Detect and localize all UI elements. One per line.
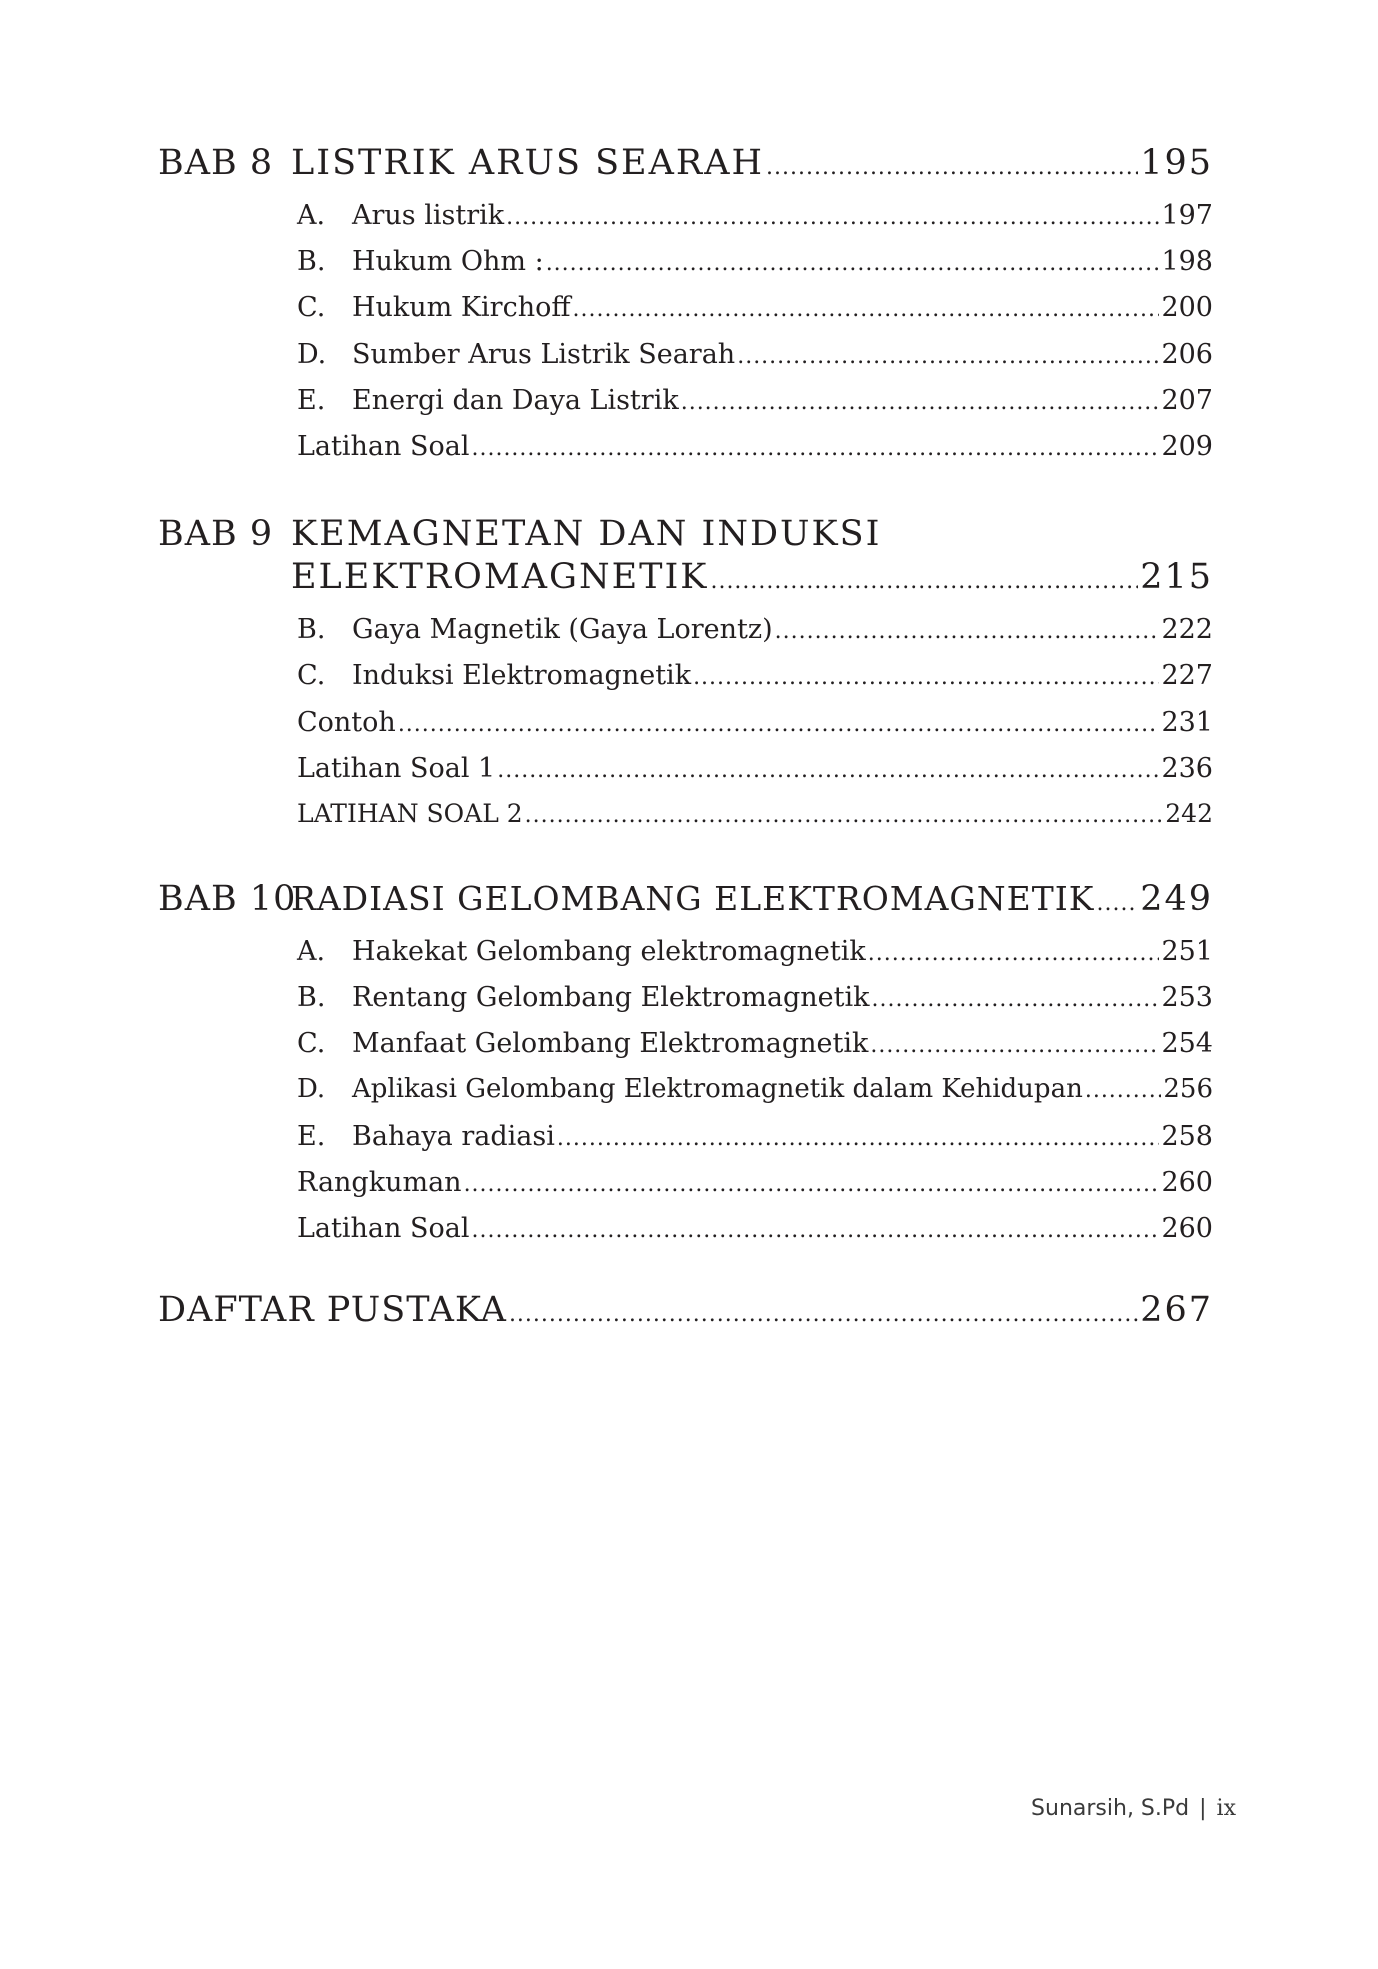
leader-dots bbox=[557, 1126, 1160, 1151]
entry-title: Manfaat Gelombang Elektromagnetik bbox=[352, 1028, 869, 1059]
chapter-8-page: 195 bbox=[1140, 143, 1213, 183]
entry-page: 222 bbox=[1161, 614, 1213, 645]
entry-title: Hukum Kirchoff bbox=[352, 292, 571, 323]
chapter-9-heading[interactable] bbox=[291, 557, 1213, 597]
leader-dots bbox=[497, 758, 1159, 783]
entry-page: 207 bbox=[1161, 385, 1213, 416]
toc-entry[interactable] bbox=[297, 707, 1213, 738]
entry-title: Aplikasi Gelombang Elektromagnetik dalam Kehidupan bbox=[352, 1074, 1083, 1104]
toc-entry[interactable] bbox=[297, 431, 1213, 462]
entry-title: Contoh bbox=[297, 707, 396, 738]
entry-page: 227 bbox=[1161, 660, 1213, 691]
chapter-9-title: ELEKTROMAGNETIK bbox=[291, 557, 709, 597]
chapter-8-number: BAB 8 bbox=[158, 143, 274, 183]
leader-dots bbox=[775, 619, 1160, 644]
entry-page: 253 bbox=[1161, 982, 1213, 1013]
entry-title: Hukum Ohm : bbox=[352, 246, 544, 277]
footer-author: Sunarsih, S.Pd bbox=[1031, 1796, 1190, 1821]
leader-dots bbox=[398, 712, 1160, 737]
entry-title: Gaya Magnetik (Gaya Lorentz) bbox=[352, 614, 773, 645]
entry-letter: D. bbox=[297, 1074, 326, 1104]
entry-title: Latihan Soal bbox=[297, 1213, 470, 1244]
entry-letter: B. bbox=[297, 614, 326, 645]
leader-dots bbox=[525, 803, 1164, 828]
leader-dots bbox=[573, 297, 1160, 322]
leader-dots bbox=[710, 569, 1138, 594]
entry-letter: E. bbox=[297, 385, 326, 416]
leader-dots bbox=[1096, 891, 1138, 916]
leader-dots bbox=[1085, 1078, 1162, 1103]
chapter-9-page: 215 bbox=[1140, 557, 1213, 597]
entry-letter: D. bbox=[297, 339, 327, 370]
toc-entry[interactable] bbox=[297, 614, 1213, 645]
leader-dots bbox=[471, 1218, 1159, 1243]
leader-dots bbox=[766, 155, 1138, 180]
chapter-8-title: LISTRIK ARUS SEARAH bbox=[291, 143, 765, 183]
chapter-10-heading[interactable] bbox=[158, 879, 1213, 919]
entry-page: 206 bbox=[1161, 339, 1213, 370]
entry-title: Latihan Soal 1 bbox=[297, 753, 496, 784]
entry-page: 231 bbox=[1161, 707, 1213, 738]
entry-title: Arus listrik bbox=[352, 200, 505, 231]
leader-dots bbox=[506, 205, 1159, 230]
toc-entry[interactable] bbox=[297, 936, 1213, 967]
chapter-9-title-line1[interactable]: KEMAGNETAN DAN INDUKSI bbox=[291, 514, 882, 554]
toc-entry[interactable] bbox=[297, 982, 1213, 1013]
entry-title: LATIHAN SOAL 2 bbox=[297, 799, 523, 828]
entry-page: 260 bbox=[1161, 1213, 1213, 1244]
toc-entry[interactable] bbox=[297, 292, 1213, 323]
toc-entry[interactable] bbox=[297, 660, 1213, 691]
entry-title: Induksi Elektromagnetik bbox=[352, 660, 692, 691]
entry-page: 236 bbox=[1161, 753, 1213, 784]
bibliography-page: 267 bbox=[1140, 1290, 1213, 1330]
leader-dots bbox=[871, 987, 1159, 1012]
entry-page: 256 bbox=[1163, 1074, 1213, 1104]
entry-letter: A. bbox=[297, 200, 326, 231]
entry-page: 209 bbox=[1161, 431, 1213, 462]
chapter-10-page: 249 bbox=[1140, 879, 1213, 919]
entry-title: Hakekat Gelombang elektromagnetik bbox=[352, 936, 866, 967]
leader-dots bbox=[681, 390, 1160, 415]
leader-dots bbox=[509, 1302, 1138, 1327]
leader-dots bbox=[546, 251, 1160, 276]
chapter-9-number: BAB 9 bbox=[158, 514, 274, 554]
entry-page: 242 bbox=[1165, 799, 1213, 828]
toc-entry[interactable] bbox=[297, 1028, 1213, 1059]
entry-title: Bahaya radiasi bbox=[352, 1121, 555, 1152]
entry-letter: C. bbox=[297, 1028, 326, 1059]
entry-page: 251 bbox=[1161, 936, 1213, 967]
chapter-8-heading[interactable] bbox=[158, 143, 1213, 183]
footer-page-number: ix bbox=[1216, 1796, 1236, 1821]
entry-letter: B. bbox=[297, 982, 326, 1013]
entry-page: 258 bbox=[1161, 1121, 1213, 1152]
entry-title: Energi dan Daya Listrik bbox=[352, 385, 679, 416]
leader-dots bbox=[868, 941, 1160, 966]
toc-entry[interactable] bbox=[297, 1167, 1213, 1198]
entry-title: Sumber Arus Listrik Searah bbox=[352, 339, 736, 370]
entry-page: 254 bbox=[1161, 1028, 1213, 1059]
toc-entry[interactable] bbox=[297, 200, 1213, 231]
leader-dots bbox=[693, 665, 1159, 690]
chapter-10-number: BAB 10 bbox=[158, 879, 297, 919]
entry-letter: C. bbox=[297, 292, 326, 323]
leader-dots bbox=[870, 1033, 1159, 1058]
leader-dots bbox=[464, 1172, 1160, 1197]
leader-dots bbox=[737, 344, 1159, 369]
toc-entry[interactable] bbox=[297, 753, 1213, 784]
entry-letter: C. bbox=[297, 660, 326, 691]
chapter-10-title: RADIASI GELOMBANG ELEKTROMAGNETIK bbox=[291, 879, 1095, 918]
entry-title: Latihan Soal bbox=[297, 431, 470, 462]
entry-letter: E. bbox=[297, 1121, 326, 1152]
toc-entry[interactable] bbox=[297, 1213, 1213, 1244]
bibliography-title: DAFTAR PUSTAKA bbox=[158, 1290, 507, 1330]
entry-letter: A. bbox=[297, 936, 326, 967]
toc-entry[interactable] bbox=[297, 1121, 1213, 1152]
leader-dots bbox=[471, 436, 1159, 461]
toc-entry[interactable] bbox=[297, 246, 1213, 277]
entry-page: 200 bbox=[1161, 292, 1213, 323]
page-footer bbox=[1031, 1796, 1236, 1821]
toc-entry[interactable] bbox=[297, 1074, 1213, 1104]
entry-page: 260 bbox=[1161, 1167, 1213, 1198]
entry-letter: B. bbox=[297, 246, 326, 277]
toc-entry[interactable] bbox=[297, 385, 1213, 416]
entry-title: Rangkuman bbox=[297, 1167, 462, 1198]
entry-page: 197 bbox=[1161, 200, 1213, 231]
toc-entry[interactable] bbox=[297, 339, 1213, 370]
bibliography-heading[interactable] bbox=[158, 1290, 1213, 1330]
footer-separator: | bbox=[1199, 1796, 1207, 1821]
entry-page: 198 bbox=[1161, 246, 1213, 277]
entry-title: Rentang Gelombang Elektromagnetik bbox=[352, 982, 870, 1013]
toc-entry[interactable] bbox=[297, 799, 1213, 828]
